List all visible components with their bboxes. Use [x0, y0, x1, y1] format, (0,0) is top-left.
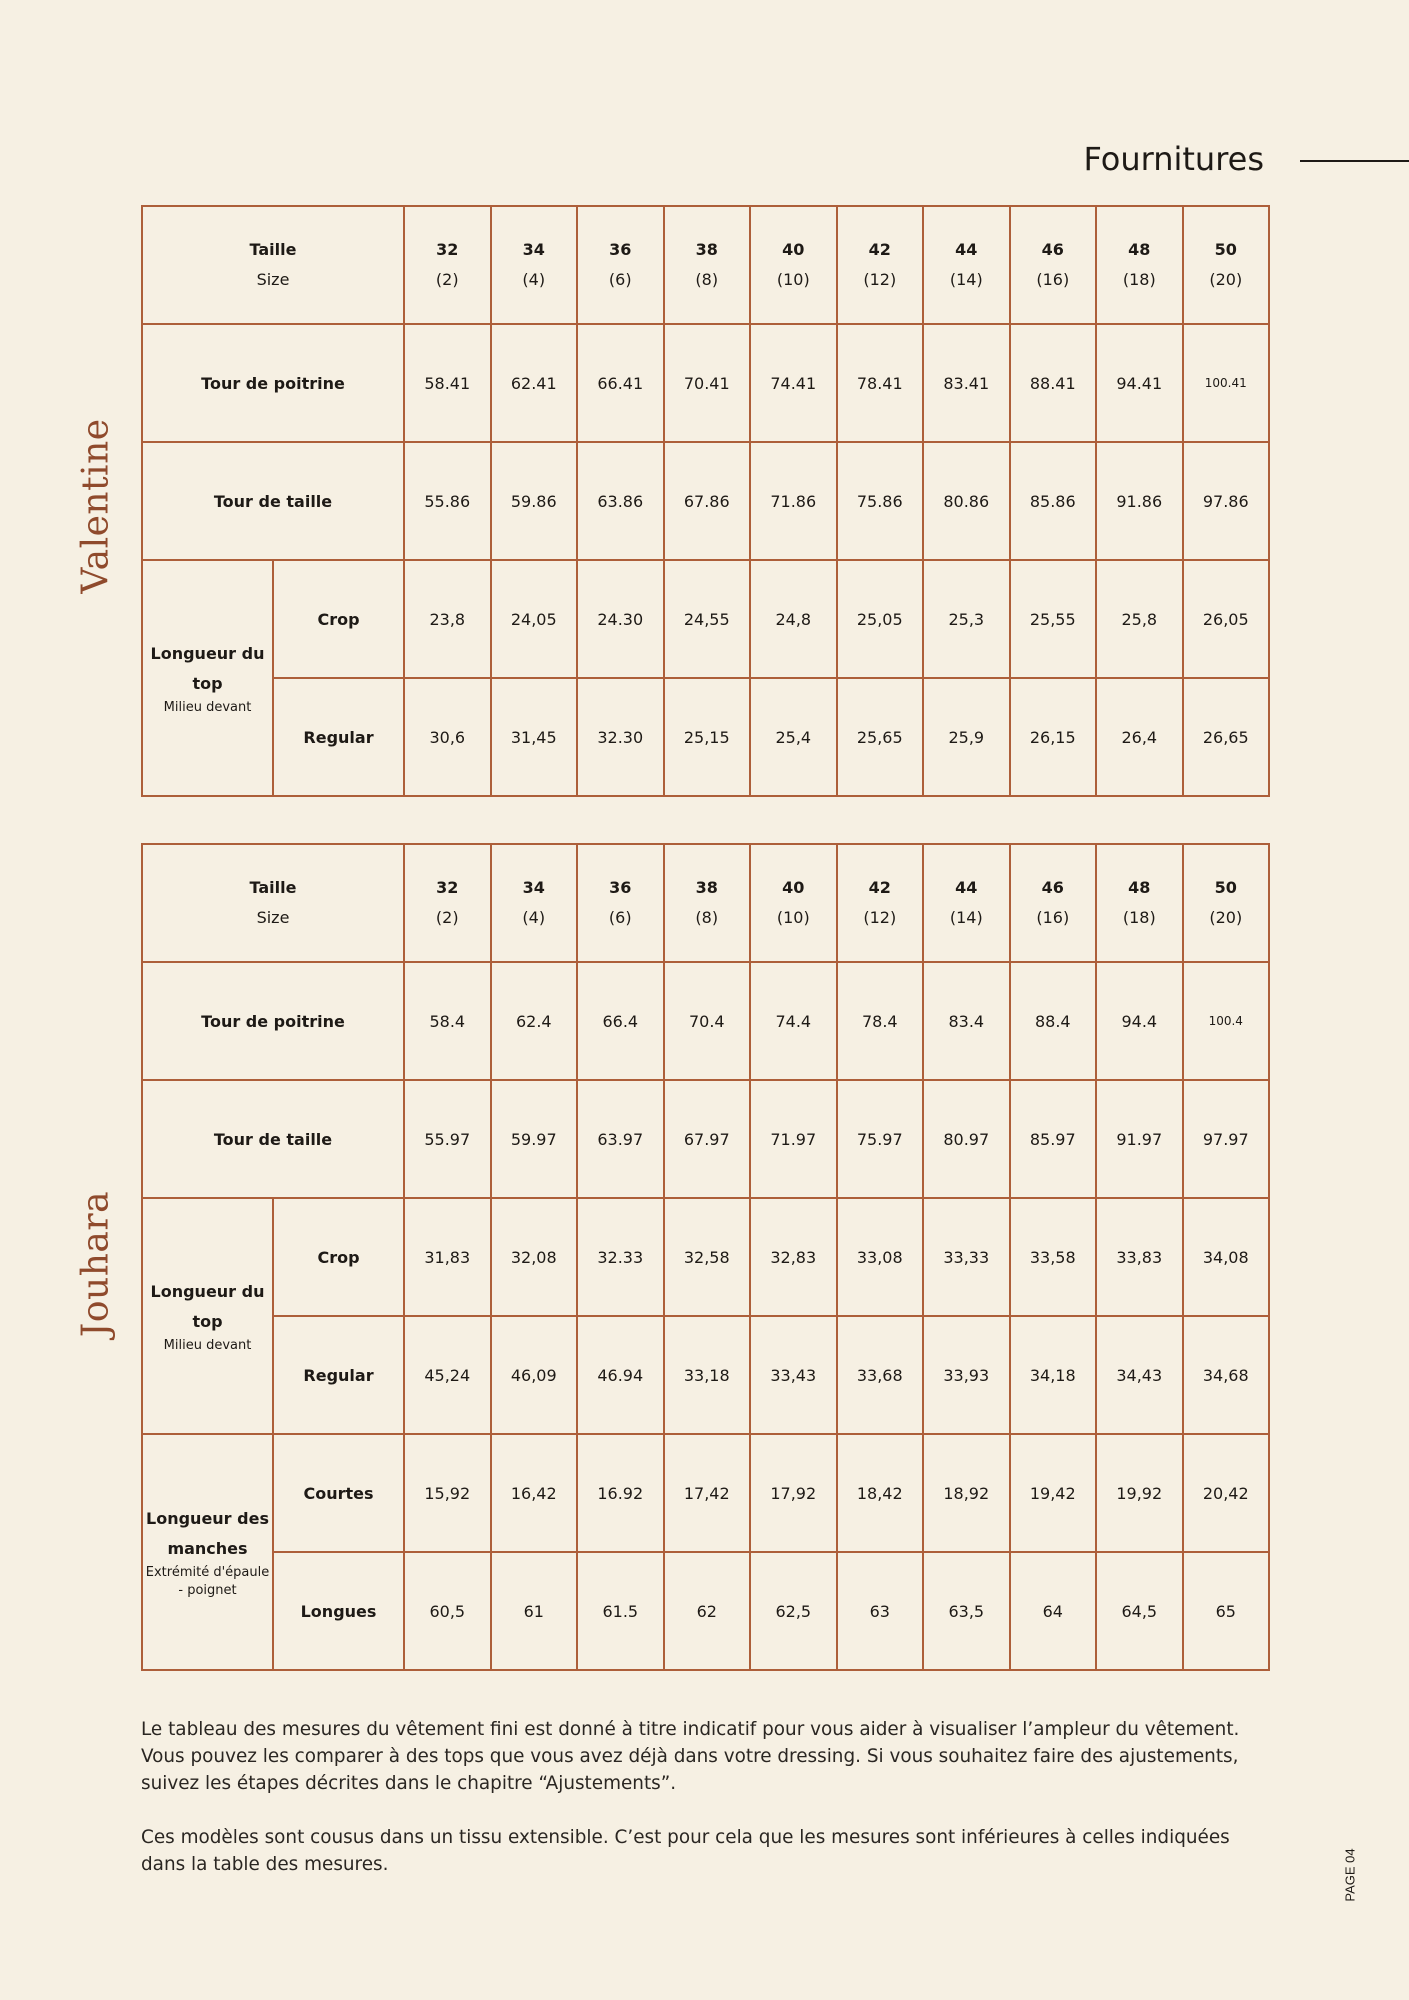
value-cell: 46.94	[577, 1316, 664, 1434]
table-row	[142, 962, 1269, 1080]
value-cell: 25,8	[1096, 560, 1183, 678]
valentine-label: Valentine	[75, 418, 117, 594]
jouhara-size-table	[141, 843, 1270, 1671]
value-cell: 25,55	[1010, 560, 1097, 678]
size-sublabel: Size	[256, 908, 290, 927]
size-col: 46 (16)	[1010, 206, 1097, 324]
value-cell: 26,05	[1183, 560, 1270, 678]
table-row	[142, 442, 1269, 560]
size-col: 38 (8)	[664, 844, 751, 962]
value-cell: 17,42	[664, 1434, 751, 1552]
value-cell: 71.86	[750, 442, 837, 560]
value-cell: 33,83	[1096, 1198, 1183, 1316]
chest-label: Tour de poitrine	[142, 962, 404, 1080]
value-cell: 91.86	[1096, 442, 1183, 560]
table-row	[142, 324, 1269, 442]
value-cell: 34,68	[1183, 1316, 1270, 1434]
value-cell: 65	[1183, 1552, 1270, 1670]
value-cell: 58.41	[404, 324, 491, 442]
header-row	[142, 844, 1269, 962]
value-cell: 62,5	[750, 1552, 837, 1670]
size-col: 32 (2)	[404, 844, 491, 962]
value-cell: 20,42	[1183, 1434, 1270, 1552]
page-number: PAGE 04	[1342, 1848, 1358, 1902]
value-cell: 71.97	[750, 1080, 837, 1198]
value-cell: 85.97	[1010, 1080, 1097, 1198]
top-length-note: Milieu devant	[163, 700, 252, 715]
value-cell: 19,92	[1096, 1434, 1183, 1552]
note-paragraph: Le tableau des mesures du vêtement fini est donné à titre indicatif pour vous aider à visualiser l’ampleur du vêtement. Vous pouvez les comparer à des tops que vous avez déjà dans votre dressing. Si vous souhaitez faire des ajustements, suivez les étapes décrites dans le chapitre “Ajustements”.	[141, 1719, 1240, 1794]
value-cell: 31,45	[491, 678, 578, 796]
value-cell: 16,42	[491, 1434, 578, 1552]
value-cell: 63,5	[923, 1552, 1010, 1670]
sleeve-length-label: Longueur des manches Extrémité d'épaule - poignet	[142, 1434, 273, 1670]
value-cell: 17,92	[750, 1434, 837, 1552]
value-cell: 74.41	[750, 324, 837, 442]
value-cell: 30,6	[404, 678, 491, 796]
value-cell: 58.4	[404, 962, 491, 1080]
value-cell: 25,05	[837, 560, 924, 678]
top-length-label: Longueur du top Milieu devant	[142, 1198, 273, 1434]
value-cell: 62.4	[491, 962, 578, 1080]
value-cell: 25,9	[923, 678, 1010, 796]
header-row	[142, 206, 1269, 324]
long-sleeve-label: Longues	[273, 1552, 404, 1670]
short-sleeve-label: Courtes	[273, 1434, 404, 1552]
value-cell: 33,18	[664, 1316, 751, 1434]
value-cell: 59.86	[491, 442, 578, 560]
size-col: 32 (2)	[404, 206, 491, 324]
value-cell: 23,8	[404, 560, 491, 678]
value-cell: 80.97	[923, 1080, 1010, 1198]
value-cell: 16.92	[577, 1434, 664, 1552]
value-cell: 70.41	[664, 324, 751, 442]
value-cell: 33,43	[750, 1316, 837, 1434]
value-cell: 62	[664, 1552, 751, 1670]
value-cell: 26,65	[1183, 678, 1270, 796]
value-cell: 78.41	[837, 324, 924, 442]
value-cell: 67.86	[664, 442, 751, 560]
value-cell: 63	[837, 1552, 924, 1670]
value-cell: 25,3	[923, 560, 1010, 678]
value-cell: 25,4	[750, 678, 837, 796]
value-cell: 26,15	[1010, 678, 1097, 796]
value-cell: 55.97	[404, 1080, 491, 1198]
size-col: 44 (14)	[923, 844, 1010, 962]
size-col: 38 (8)	[664, 206, 751, 324]
size-col: 44 (14)	[923, 206, 1010, 324]
value-cell: 24,55	[664, 560, 751, 678]
size-col: 42 (12)	[837, 844, 924, 962]
page-title: Fournitures	[1083, 140, 1264, 178]
value-cell: 33,08	[837, 1198, 924, 1316]
value-cell: 34,43	[1096, 1316, 1183, 1434]
value-cell: 26,4	[1096, 678, 1183, 796]
value-cell: 70.4	[664, 962, 751, 1080]
crop-label: Crop	[273, 560, 404, 678]
value-cell: 61.5	[577, 1552, 664, 1670]
sleeve-note: Extrémité d'épaule - poignet	[145, 1565, 270, 1598]
top-length-note: Milieu devant	[163, 1338, 252, 1353]
chest-label: Tour de poitrine	[142, 324, 404, 442]
waist-label: Tour de taille	[142, 1080, 404, 1198]
value-cell: 25,15	[664, 678, 751, 796]
title-rule	[1300, 160, 1409, 162]
size-label: Taille	[249, 878, 297, 897]
table-row	[142, 1434, 1269, 1552]
note-paragraph: Ces modèles sont cousus dans un tissu extensible. C’est pour cela que les mesures sont inférieures à celles indiquées dans la table des mesures.	[141, 1827, 1230, 1875]
size-col: 50 (20)	[1183, 206, 1270, 324]
size-col: 46 (16)	[1010, 844, 1097, 962]
value-cell: 33,33	[923, 1198, 1010, 1316]
value-cell: 63.86	[577, 442, 664, 560]
value-cell: 74.4	[750, 962, 837, 1080]
notes	[141, 1716, 1268, 1905]
size-header-cell	[142, 844, 404, 962]
value-cell: 19,42	[1010, 1434, 1097, 1552]
value-cell: 85.86	[1010, 442, 1097, 560]
valentine-size-table	[141, 205, 1270, 797]
size-col: 42 (12)	[837, 206, 924, 324]
value-cell: 55.86	[404, 442, 491, 560]
size-sublabel: Size	[256, 270, 290, 289]
waist-label: Tour de taille	[142, 442, 404, 560]
size-header-cell	[142, 206, 404, 324]
value-cell: 32,08	[491, 1198, 578, 1316]
value-cell: 63.97	[577, 1080, 664, 1198]
size-label: Taille	[249, 240, 297, 259]
top-length-label: Longueur du top Milieu devant	[142, 560, 273, 796]
value-cell: 64	[1010, 1552, 1097, 1670]
size-col: 48 (18)	[1096, 206, 1183, 324]
value-cell: 97.86	[1183, 442, 1270, 560]
value-cell: 83.41	[923, 324, 1010, 442]
value-cell: 18,92	[923, 1434, 1010, 1552]
value-cell: 34,08	[1183, 1198, 1270, 1316]
size-col: 48 (18)	[1096, 844, 1183, 962]
value-cell: 61	[491, 1552, 578, 1670]
table-row	[142, 678, 1269, 796]
table-row	[142, 560, 1269, 678]
size-col: 50 (20)	[1183, 844, 1270, 962]
value-cell: 78.4	[837, 962, 924, 1080]
size-col: 34 (4)	[491, 206, 578, 324]
value-cell: 75.86	[837, 442, 924, 560]
value-cell: 62.41	[491, 324, 578, 442]
value-cell: 80.86	[923, 442, 1010, 560]
value-cell: 66.4	[577, 962, 664, 1080]
value-cell: 33,58	[1010, 1198, 1097, 1316]
value-cell: 32,83	[750, 1198, 837, 1316]
value-cell: 59.97	[491, 1080, 578, 1198]
value-cell: 33,93	[923, 1316, 1010, 1434]
value-cell: 97.97	[1183, 1080, 1270, 1198]
value-cell: 45,24	[404, 1316, 491, 1434]
value-cell: 83.4	[923, 962, 1010, 1080]
value-cell: 91.97	[1096, 1080, 1183, 1198]
value-cell: 32.33	[577, 1198, 664, 1316]
value-cell: 46,09	[491, 1316, 578, 1434]
value-cell: 24,05	[491, 560, 578, 678]
value-cell: 67.97	[664, 1080, 751, 1198]
size-col: 36 (6)	[577, 844, 664, 962]
size-col: 40 (10)	[750, 844, 837, 962]
value-cell: 25,65	[837, 678, 924, 796]
regular-label: Regular	[273, 1316, 404, 1434]
value-cell: 60,5	[404, 1552, 491, 1670]
value-cell: 33,68	[837, 1316, 924, 1434]
value-cell: 75.97	[837, 1080, 924, 1198]
value-cell: 94.4	[1096, 962, 1183, 1080]
value-cell: 88.4	[1010, 962, 1097, 1080]
value-cell: 34,18	[1010, 1316, 1097, 1434]
value-cell: 18,42	[837, 1434, 924, 1552]
value-cell: 94.41	[1096, 324, 1183, 442]
regular-label: Regular	[273, 678, 404, 796]
value-cell: 24.30	[577, 560, 664, 678]
value-cell: 15,92	[404, 1434, 491, 1552]
value-cell: 88.41	[1010, 324, 1097, 442]
value-cell: 24,8	[750, 560, 837, 678]
size-col: 34 (4)	[491, 844, 578, 962]
table-row	[142, 1316, 1269, 1434]
value-cell: 31,83	[404, 1198, 491, 1316]
value-cell: 32,58	[664, 1198, 751, 1316]
table-row	[142, 1080, 1269, 1198]
jouhara-label: Jouhara	[75, 1190, 117, 1338]
value-cell: 66.41	[577, 324, 664, 442]
value-cell: 100.41	[1183, 324, 1270, 442]
size-col: 40 (10)	[750, 206, 837, 324]
table-row	[142, 1552, 1269, 1670]
value-cell: 64,5	[1096, 1552, 1183, 1670]
table-row	[142, 1198, 1269, 1316]
value-cell: 100.4	[1183, 962, 1270, 1080]
size-col: 36 (6)	[577, 206, 664, 324]
value-cell: 32.30	[577, 678, 664, 796]
crop-label: Crop	[273, 1198, 404, 1316]
